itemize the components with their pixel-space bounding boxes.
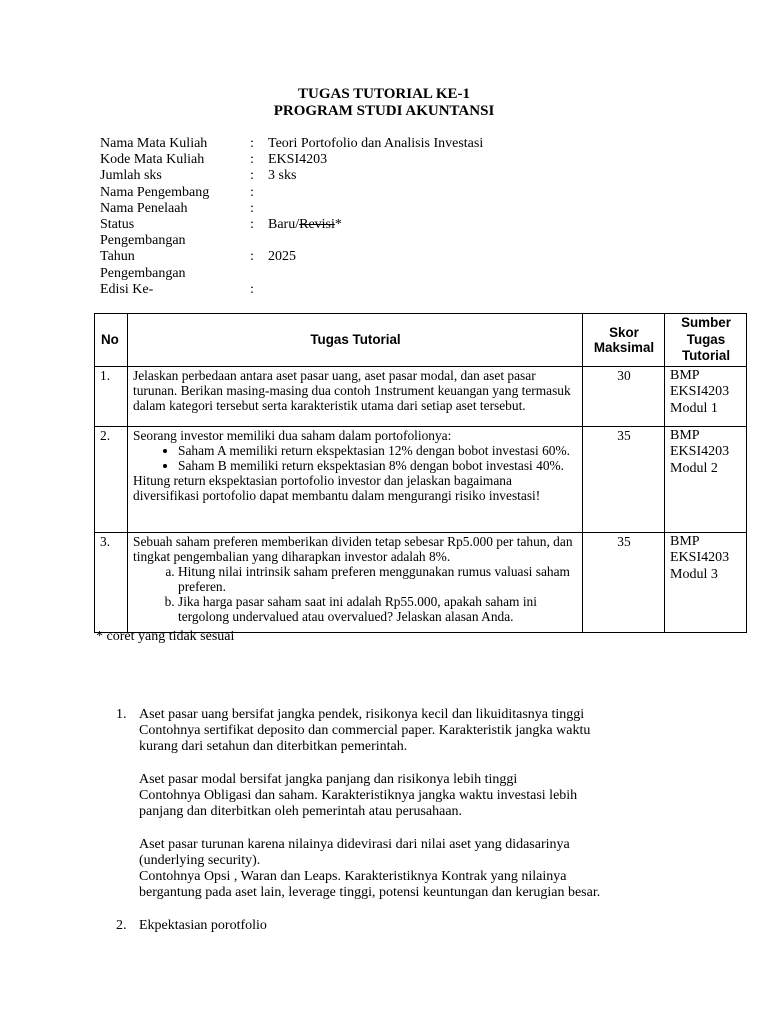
answer-line: (underlying security). bbox=[139, 852, 261, 868]
info-value: EKSI4203 bbox=[268, 152, 328, 168]
table-row bbox=[95, 426, 747, 532]
source-line: BMP bbox=[670, 533, 700, 549]
task-intro: Seorang investor memiliki dua saham dalam portofolionya: bbox=[133, 427, 452, 443]
header-sumber-line1: Sumber bbox=[681, 315, 731, 330]
info-value: Teori Portofolio dan Analisis Investasi bbox=[268, 136, 484, 151]
header-sumber-line3: Tutorial bbox=[681, 348, 731, 363]
header-sumber-line2: Tugas bbox=[686, 331, 726, 347]
source-line: EKSI4203 bbox=[670, 384, 730, 399]
task-bullet-list bbox=[133, 443, 578, 473]
source-line: EKSI4203 bbox=[670, 444, 730, 459]
tutorial-task-table bbox=[94, 313, 747, 633]
answer-body: Ekpektasian porotfolio bbox=[139, 918, 267, 933]
document-subtitle: PROGRAM STUDI AKUNTANSI bbox=[273, 103, 495, 119]
list-item: • Saham B memiliki return ekspektasian 8% dengan bobot investasi 40%. bbox=[178, 458, 578, 473]
answer-line: Aset pasar uang bersifat jangka pendek, risikonya kecil dan likuiditasnya tinggi bbox=[139, 707, 585, 722]
table-row bbox=[95, 366, 747, 426]
header-skor-line1: Skor bbox=[609, 324, 639, 340]
info-label bbox=[100, 217, 245, 249]
info-label bbox=[100, 249, 245, 281]
info-colon: : bbox=[250, 200, 254, 216]
info-colon: : bbox=[250, 168, 254, 184]
source-line: BMP bbox=[670, 427, 700, 443]
max-score: 35 bbox=[583, 532, 665, 632]
header-skor-line2: Maksimal bbox=[593, 339, 655, 355]
info-value: 2025 bbox=[268, 249, 296, 265]
task-lettered-list bbox=[133, 564, 578, 624]
task-outro: Hitung return ekspektasian portofolio investor dan jelaskan bagaimana diversifikasi portofolio dapat membantu dalam mengurangi risiko investasi! bbox=[133, 472, 541, 503]
info-label-line2: Pengembangan bbox=[100, 265, 186, 281]
source-line: Modul 1 bbox=[670, 400, 718, 416]
info-value: 3 sks bbox=[268, 168, 297, 184]
answer-line: Contohnya Obligasi dan saham. Karakteristiknya jangka waktu investasi lebih bbox=[139, 788, 578, 803]
list-item: a. Hitung nilai intrinsik saham preferen menggunakan rumus valuasi saham preferen. bbox=[178, 564, 578, 594]
answer-line: Aset pasar turunan karena nilainya didevirasi dari nilai aset yang didasarinya bbox=[139, 836, 570, 852]
row-number: 3. bbox=[95, 532, 128, 632]
answer-number: 2. bbox=[116, 918, 127, 933]
document-title: TUGAS TUTORIAL KE-1 bbox=[298, 86, 470, 102]
max-score: 35 bbox=[583, 426, 665, 532]
info-colon: : bbox=[250, 184, 254, 200]
info-label-line1: Status bbox=[100, 216, 135, 232]
info-label: Nama Mata Kuliah bbox=[100, 136, 208, 151]
info-value-status bbox=[268, 217, 342, 233]
table-header-row bbox=[95, 314, 747, 367]
task-source bbox=[665, 532, 747, 632]
answer-line: Contohnya Opsi , Waran dan Leaps. Karakteristiknya Kontrak yang nilainya bbox=[139, 869, 567, 884]
info-colon: : bbox=[250, 216, 254, 232]
info-colon: : bbox=[250, 249, 254, 265]
task-source bbox=[665, 366, 747, 426]
row-number: 1. bbox=[95, 366, 128, 426]
footnote: * coret yang tidak sesuai bbox=[96, 629, 235, 644]
info-label: Nama Pengembang bbox=[100, 184, 210, 200]
answer-line: bergantung pada aset lain, leverage tinggi, potensi keuntungan dan kerugian besar. bbox=[139, 885, 601, 901]
task-text bbox=[128, 532, 583, 632]
source-line: Modul 3 bbox=[670, 566, 718, 582]
task-text bbox=[128, 426, 583, 532]
answer-item-2 bbox=[116, 918, 676, 935]
list-item: • Saham A memiliki return ekspektasian 12% dengan bobot investasi 60%. bbox=[178, 443, 578, 458]
list-item: b. Jika harga pasar saham saat ini adalah Rp55.000, apakah saham ini tergolong undervalued atau overvalued? Jelaskan alasan Anda. bbox=[178, 594, 578, 624]
header-tugas: Tugas Tutorial bbox=[128, 314, 583, 367]
task-text: Jelaskan perbedaan antara aset pasar uang, aset pasar modal, dan aset pasar turunan. Berikan masing-masing dua contoh 1nstrument keuangan yang termasuk dalam kategori tersebut serta karakteristik utama dari setiap aset tersebut. bbox=[128, 366, 583, 426]
info-label: Nama Penelaah bbox=[100, 200, 188, 216]
task-source bbox=[665, 426, 747, 532]
status-baru: Baru/ bbox=[268, 216, 300, 232]
answers-section bbox=[116, 707, 676, 933]
header-sumber bbox=[665, 314, 747, 367]
source-line: Modul 2 bbox=[670, 460, 718, 476]
source-line: BMP bbox=[670, 367, 700, 383]
header-no: No bbox=[95, 314, 128, 367]
answer-line: panjang dan diterbitkan oleh pemerintah atau perusahaan. bbox=[139, 804, 463, 820]
answer-line: kurang dari setahun dan diterbitkan pemerintah. bbox=[139, 739, 408, 755]
answer-line: Aset pasar modal bersifat jangka panjang dan risikonya lebih tinggi bbox=[139, 771, 518, 787]
status-revisi-struck: Revisi bbox=[299, 216, 335, 232]
info-colon: : bbox=[250, 152, 254, 168]
answer-item-1 bbox=[116, 707, 676, 917]
header-skor bbox=[583, 314, 665, 367]
info-label: Kode Mata Kuliah bbox=[100, 152, 205, 168]
info-label-line1: Tahun bbox=[100, 249, 135, 265]
table-row bbox=[95, 532, 747, 632]
source-line: EKSI4203 bbox=[670, 550, 730, 565]
info-colon: : bbox=[250, 136, 254, 151]
task-intro: Sebuah saham preferen memberikan dividen tetap sebesar Rp5.000 per tahun, dan tingkat pengembalian yang diharapkan investor adalah 8%. bbox=[133, 533, 573, 564]
answer-number: 1. bbox=[116, 707, 127, 722]
info-colon: : bbox=[250, 281, 254, 297]
info-label-line2: Pengembangan bbox=[100, 233, 186, 249]
status-asterisk: * bbox=[334, 216, 342, 232]
info-label: Edisi Ke- bbox=[100, 281, 154, 297]
info-label: Jumlah sks bbox=[100, 168, 162, 184]
max-score: 30 bbox=[583, 366, 665, 426]
answer-body bbox=[139, 707, 679, 901]
answer-line: Contohnya sertifikat deposito dan commercial paper. Karakteristik jangka waktu bbox=[139, 723, 591, 739]
row-number: 2. bbox=[95, 426, 128, 532]
